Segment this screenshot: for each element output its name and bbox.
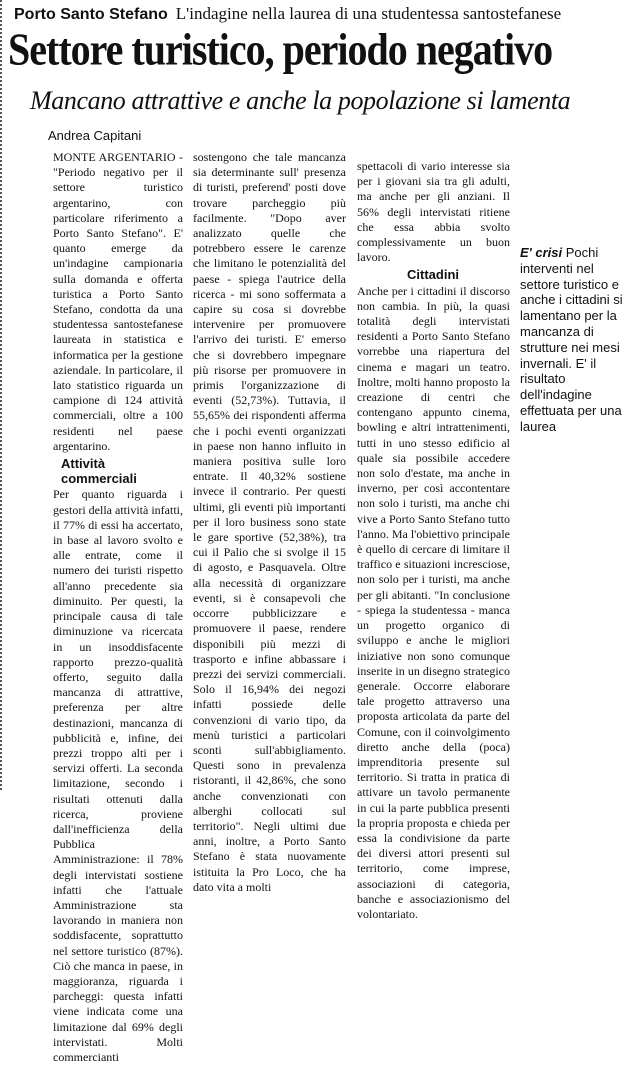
sidebar-summary — [520, 245, 626, 435]
article-column-3 — [357, 159, 510, 922]
paragraph: MONTE ARGENTARIO - "Periodo negativo per il settore turistico argentarino, con particolare riferimento a Porto Santo Stefano". E' quanto emerge da un'indagine campionaria sulla domanda e offerta turistica a Porto Santo Stefano, condotta da una studentessa santostefanese laureata in statistica e informatica per la gestione aziendale. In particolare, il lato statistico riguarda un campione di 124 attività commerciali, oltre a 100 residenti nel paese argentarino. — [53, 150, 183, 453]
paragraph: Per quanto riguarda i gestori della attività infatti, il 77% di essi ha accertato, in base al lavoro svolto e alle entrate, come il numero dei turisti rispetto all'anno precedente sia diminuito. Per questi, la principale causa di tale diminuzione va ricercata in un insoddisfacente rapporto prezzo-qualità offerto, seguito dalla mancanza di attrattive, preferenza per altre destinazioni, mancanza di pubblicità e, infine, dei prezzi troppo alti per i servizi offerti. La seconda limitazione, secondo i risultati ottenuti dalla ricerca, proviene dall'inefficienza della Pubblica Amministrazione: il 78% degli intervistati sostiene infatti che l'attuale Amministrazione sta lavorando in maniera non soddisfacente, soprattutto nel settore turistico (87%). Ciò che manca in paese, in maggioranza, riguarda i parcheggi: questa infatti viene indicata come una limitazione dal 69% degli intervistati. Molti commercianti — [53, 487, 183, 1064]
deck: Mancano attrattive e anche la popolazione si lamenta — [30, 86, 571, 115]
author-byline: Andrea Capitani — [48, 128, 142, 143]
section-heading-attivita: Attività commerciali — [61, 456, 137, 487]
kicker-subtitle: L'indagine nella laurea di una studentessa santostefanese — [175, 4, 562, 23]
sidebar-text: Pochi interventi nel settore turistico e anche i cittadini si lamentano per la mancanza di strutture nei mesi invernali. E' il risultato dell'indagine effettuata per una laurea — [520, 245, 623, 434]
dotted-border — [0, 0, 5, 790]
paragraph: sostengono che tale mancanza sia determinante sull' presenza di turisti, preferend' posti dove trovare parcheggio più facilmente. "Dopo aver analizzato quelle che potrebbero essere le carenze che limitano le potenzialità del paese - spiega l'autrice della ricerca - mi sono soffermata a capire su cosa si dovrebbe intervenire per promuovere l'arrivo dei turisti. E' emerso che si dovrebbero impegnare più risorse per promuovere in primis l'organizzazione di eventi (52,73%). Tuttavia, il 55,65% dei rispondenti afferma che i pochi eventi organizzati in paese non hanno influito in maniera positiva sulle loro entrate. Il 40,32% sostiene invece il contrario. Per questi ultimi, gli eventi più importanti per il loro business sono state le gare sportive (52,38%), tra cui il Palio che si svolge il 15 di agosto, e Pasquavela. Oltre alla necessità di organizzare eventi, si è consapevoli che occorre pubblicizzare e promuovere il paese, rendere disponibili più mezzi di trasporto e infine abbassare i prezzi dei servizi commerciali. Solo il 16,94% dei negozi infatti possiede delle convenzioni di vario tipo, da menù turistici a particolari sconti sull'abbigliamento. Questi sono in prevalenza ristoranti, il 42,86%, che sono anche convenzionati con alberghi collocati sul territorio". Negli ultimi due anni, inoltre, a Porto Santo Stefano è stata nuovamente istituita la Pro Loco, che ha dato vita a molti — [193, 150, 346, 894]
headline: Settore turistico, periodo negativo — [8, 23, 553, 75]
kicker — [14, 4, 561, 24]
article-column-2 — [193, 150, 346, 895]
paragraph: spettacoli di vario interesse sia per i giovani sia tra gli adulti, ma anche per gli anziani. Il 56% degli intervistati ritiene che essa abbia svolto complessivamente un buon lavoro. — [357, 159, 510, 265]
sidebar-lead: E' crisi — [520, 245, 563, 260]
paragraph: Anche per i cittadini il discorso non cambia. In più, la quasi totalità degli intervistati residenti a Porto Santo Stefano vorrebbe una riapertura del cinema e magari un teatro. Inoltre, molti hanno proposto la creazione di centri che contengano appunto cinema, bowling e altri intrattenimenti, tutti in uno stesso edificio al quale sia possibile accedere non solo d'estate, ma anche in inverno, per così accontentare non solo i turisti, ma anche chi vive a Porto Santo Stefano tutto l'anno. Ma l'obiettivo principale è quello di cercare di limitare il traffico e situazioni incresciose, non solo per i turisti, ma anche per gli abitanti. "In conclusione - spiega la studentessa - manca un progetto organico di sviluppo e anche le migliori iniziative non sono comunque inserite in un disegno strategico generale. Occorre elaborare tale progetto attraverso una proposta articolata da parte del Comune, con il coinvolgimento diretto anche della (poca) imprenditoria presente sul territorio. Si tratta in pratica di attivare un tavolo permanente in cui la parte pubblica presenti la propria proposta e chieda per essa la condivisione da parte dei diversi attori presenti sul territorio, come imprese, associazioni di categoria, banche e associazionismo del volontariato. — [357, 283, 510, 921]
kicker-place: Porto Santo Stefano — [14, 6, 168, 23]
article-column-1 — [53, 150, 183, 1065]
section-heading-cittadini: Cittadini — [407, 267, 459, 283]
